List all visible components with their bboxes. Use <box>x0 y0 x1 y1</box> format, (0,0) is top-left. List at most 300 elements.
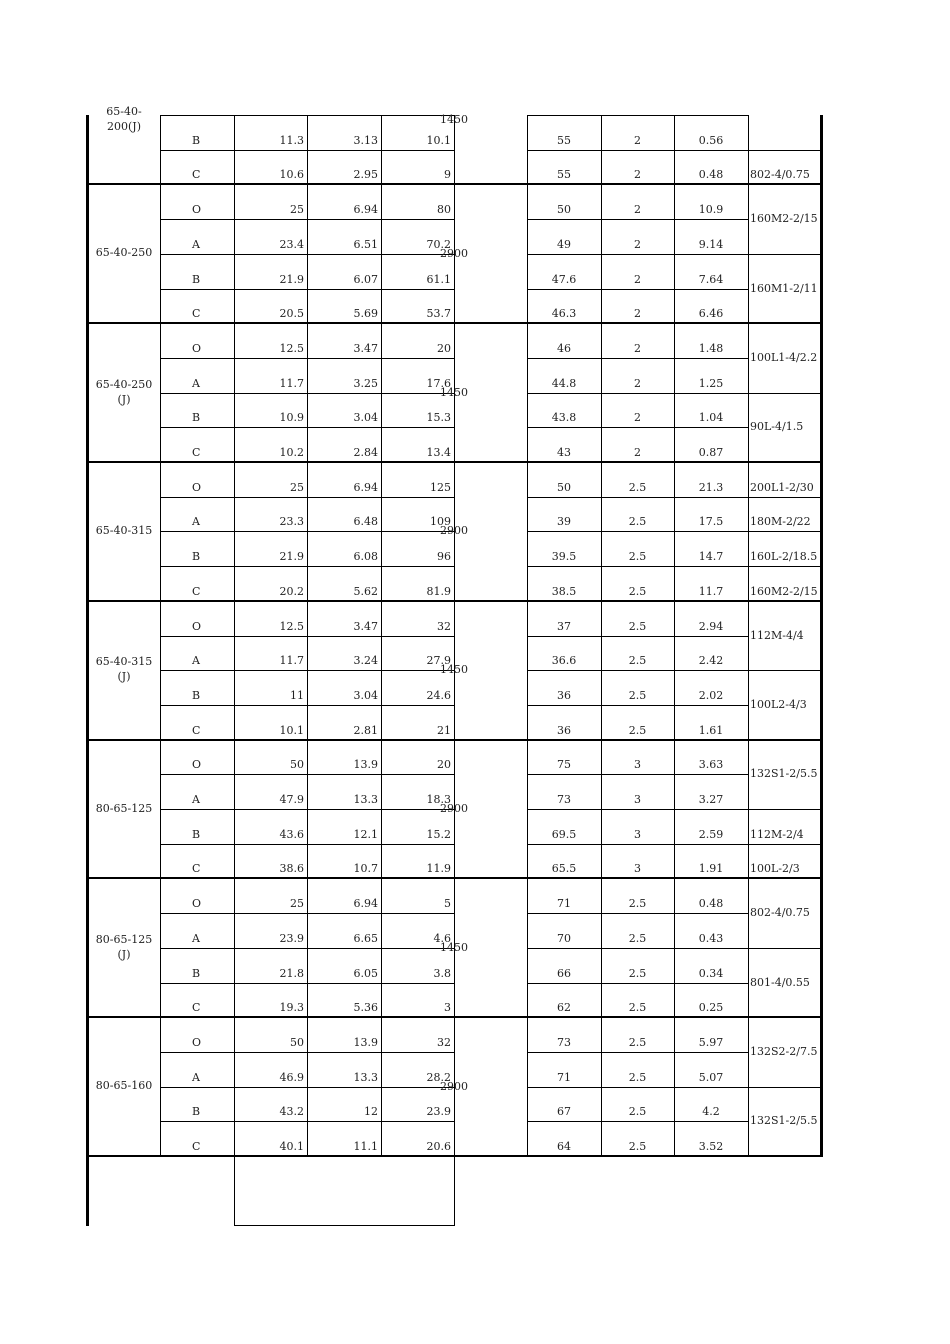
flow-m3h-cell: 11.7 <box>279 376 304 390</box>
rated-speed: 1450 <box>440 113 468 126</box>
efficiency-cell: 43.8 <box>551 411 577 425</box>
motor-model-cell: 160M1-2/11 <box>750 281 818 295</box>
motor-model-cell: 160M2-2/15 <box>750 584 818 598</box>
flow-m3h-cell: 10.6 <box>279 168 304 182</box>
shaft-power-cell: 2.42 <box>698 654 724 668</box>
blank-cell-border <box>454 1156 455 1226</box>
efficiency-cell: 36 <box>557 723 571 737</box>
shaft-power-cell: 3.52 <box>698 1140 724 1153</box>
flow-ls-cell: 6.94 <box>353 897 378 911</box>
flow-ls-cell: 6.48 <box>353 515 378 529</box>
head-cell: 109 <box>430 515 451 529</box>
motor-model-cell: 132S2-2/7.5 <box>750 1044 818 1058</box>
motor-divider <box>748 948 821 949</box>
flow-m3h-cell: 47.9 <box>279 793 304 806</box>
row-divider <box>527 566 748 567</box>
flow-ls-cell: 3.47 <box>353 341 378 355</box>
npsh-cell: 2 <box>634 133 641 147</box>
head-cell: 20 <box>437 758 451 772</box>
flow-m3h-cell: 11 <box>290 688 304 702</box>
shaft-power-cell: 3.63 <box>698 758 724 772</box>
efficiency-cell: 44.8 <box>551 376 577 390</box>
flow-m3h-cell: 21.9 <box>279 272 304 286</box>
efficiency-cell: 50 <box>557 203 571 217</box>
grade-cell: A <box>192 1070 200 1084</box>
motor-model-cell: 180M-2/22 <box>750 515 811 529</box>
npsh-cell: 2.5 <box>628 1070 647 1084</box>
motor-divider <box>748 809 821 810</box>
grade-cell: A <box>192 515 200 529</box>
flow-ls-cell: 6.94 <box>353 203 378 217</box>
npsh-cell: 2 <box>634 376 641 390</box>
flow-ls-cell: 3.04 <box>353 688 378 702</box>
motor-model-cell: 802-4/0.75 <box>750 168 810 182</box>
pump-model: 65-40-250 <box>95 246 153 260</box>
npsh-cell: 2 <box>634 307 641 321</box>
head-cell: 28.2 <box>426 1070 451 1084</box>
row-divider <box>160 705 454 706</box>
motor-divider <box>748 670 821 671</box>
rated-speed: 1450 <box>440 663 468 677</box>
flow-ls-cell: 10.7 <box>353 862 378 876</box>
pump-model: 80-65-160 <box>95 1079 153 1093</box>
efficiency-cell: 64 <box>557 1140 571 1153</box>
grade-cell: O <box>192 619 202 633</box>
row-divider <box>527 115 748 116</box>
rated-speed: 2900 <box>440 524 468 538</box>
grade-cell: B <box>192 411 201 425</box>
row-divider <box>160 636 454 637</box>
flow-m3h-cell: 10.9 <box>279 411 304 425</box>
grade-cell: C <box>192 723 201 737</box>
head-cell: 53.7 <box>426 307 451 321</box>
head-cell: 96 <box>437 550 451 564</box>
efficiency-cell: 55 <box>557 133 571 147</box>
npsh-cell: 2.5 <box>628 515 647 529</box>
flow-ls-cell: 5.36 <box>353 1001 378 1015</box>
shaft-power-cell: 6.46 <box>698 307 724 321</box>
flow-m3h-cell: 40.1 <box>279 1140 304 1153</box>
row-divider <box>527 983 748 984</box>
row-divider <box>527 844 748 845</box>
motor-model-cell: 160M2-2/15 <box>750 212 818 226</box>
efficiency-cell: 67 <box>557 1105 571 1119</box>
flow-m3h-cell: 11.3 <box>279 133 304 147</box>
pump-model: 80-65-125 <box>95 932 153 946</box>
flow-m3h-cell: 20.2 <box>279 584 304 598</box>
head-cell: 32 <box>437 619 451 633</box>
efficiency-cell: 47.6 <box>551 272 577 286</box>
efficiency-cell: 73 <box>557 793 571 806</box>
efficiency-cell: 75 <box>557 758 571 772</box>
pump-model: 65-40- <box>106 105 142 118</box>
flow-ls-cell: 13.3 <box>353 793 378 806</box>
head-cell: 32 <box>437 1035 451 1049</box>
shaft-power-cell: 2.94 <box>698 619 724 633</box>
grade-cell: O <box>192 480 202 494</box>
grade-cell: O <box>192 1035 202 1049</box>
pump-model: 65-40-315 <box>95 523 153 537</box>
grade-cell: B <box>192 133 201 147</box>
motor-divider <box>748 566 821 567</box>
flow-ls-cell: 3.25 <box>353 376 378 390</box>
head-cell: 24.6 <box>426 688 451 702</box>
row-divider <box>527 254 748 255</box>
shaft-power-cell: 11.7 <box>698 584 724 598</box>
shaft-power-cell: 1.91 <box>698 862 724 876</box>
head-cell: 23.9 <box>426 1105 451 1119</box>
head-cell: 20 <box>437 341 451 355</box>
group-divider <box>88 1016 822 1018</box>
rated-speed: 2900 <box>440 802 468 815</box>
npsh-cell: 2 <box>634 341 641 355</box>
npsh-cell: 2 <box>634 272 641 286</box>
row-divider <box>160 150 454 151</box>
grade-cell: A <box>192 931 200 945</box>
efficiency-cell: 70 <box>557 931 571 945</box>
efficiency-cell: 46.3 <box>551 307 577 321</box>
npsh-cell: 2.5 <box>628 584 647 598</box>
grade-cell: B <box>192 1105 201 1119</box>
grade-cell: B <box>192 688 201 702</box>
motor-model-cell: 100L1-4/2.2 <box>750 350 818 364</box>
group-divider <box>88 461 822 463</box>
row-divider <box>527 1087 748 1088</box>
row-divider <box>160 427 454 428</box>
column-divider <box>748 115 749 1156</box>
shaft-power-cell: 0.87 <box>698 446 724 459</box>
flow-m3h-cell: 12.5 <box>279 341 304 355</box>
head-cell: 125 <box>430 480 451 494</box>
flow-ls-cell: 2.81 <box>353 723 378 737</box>
flow-m3h-cell: 23.3 <box>279 515 304 529</box>
motor-model-cell: 200L1-2/30 <box>750 480 814 494</box>
npsh-cell: 2.5 <box>628 931 647 945</box>
flow-m3h-cell: 12.5 <box>279 619 304 633</box>
head-cell: 3.8 <box>433 966 451 980</box>
pump-model: 200(J) <box>107 120 141 133</box>
npsh-cell: 2 <box>634 168 641 182</box>
npsh-cell: 2.5 <box>628 1105 647 1119</box>
grade-cell: O <box>192 758 202 772</box>
grade-cell: C <box>192 168 201 182</box>
npsh-cell: 2.5 <box>628 897 647 911</box>
grade-cell: B <box>192 827 201 841</box>
flow-m3h-cell: 23.4 <box>279 237 304 251</box>
motor-model-cell: 132S1-2/5.5 <box>750 1114 818 1128</box>
motor-model-cell: 160L-2/18.5 <box>750 550 818 564</box>
grade-cell: A <box>192 376 200 390</box>
npsh-cell: 2 <box>634 411 641 425</box>
rated-speed: 1450 <box>440 385 468 399</box>
row-divider <box>160 358 454 359</box>
shaft-power-cell: 5.07 <box>698 1070 724 1084</box>
grade-cell: C <box>192 446 201 459</box>
flow-ls-cell: 5.62 <box>353 584 378 598</box>
head-cell: 18.3 <box>426 793 451 806</box>
row-divider <box>527 705 748 706</box>
flow-m3h-cell: 23.9 <box>279 931 304 945</box>
efficiency-cell: 71 <box>557 897 571 911</box>
row-divider <box>527 393 748 394</box>
flow-m3h-cell: 50 <box>290 758 304 772</box>
motor-model-cell: 802-4/0.75 <box>750 906 810 920</box>
row-divider <box>160 497 454 498</box>
npsh-cell: 3 <box>634 793 641 806</box>
head-cell: 70.2 <box>426 237 451 251</box>
rated-speed: 2900 <box>440 1079 468 1093</box>
row-divider <box>160 1052 454 1053</box>
shaft-power-cell: 4.2 <box>702 1105 720 1119</box>
efficiency-cell: 37 <box>557 619 571 633</box>
head-cell: 11.9 <box>426 862 451 876</box>
grade-cell: O <box>192 897 202 911</box>
head-cell: 80 <box>437 203 451 217</box>
head-cell: 15.3 <box>426 411 451 425</box>
group-divider <box>88 600 822 602</box>
flow-m3h-cell: 50 <box>290 1035 304 1049</box>
motor-model-cell: 132S1-2/5.5 <box>750 767 818 781</box>
row-divider <box>527 289 748 290</box>
efficiency-cell: 39 <box>557 515 571 529</box>
motor-divider <box>748 393 821 394</box>
grade-cell: C <box>192 862 201 876</box>
flow-ls-cell: 3.47 <box>353 619 378 633</box>
flow-ls-cell: 13.9 <box>353 1035 378 1049</box>
shaft-power-cell: 0.25 <box>698 1001 724 1015</box>
motor-model-cell: 112M-2/4 <box>750 827 804 841</box>
flow-m3h-cell: 11.7 <box>279 654 304 668</box>
flow-ls-cell: 11.1 <box>353 1140 378 1153</box>
grade-cell: O <box>192 203 202 217</box>
row-divider <box>527 427 748 428</box>
npsh-cell: 3 <box>634 862 641 876</box>
flow-ls-cell: 6.94 <box>353 480 378 494</box>
flow-m3h-cell: 19.3 <box>279 1001 304 1015</box>
head-cell: 15.2 <box>426 827 451 841</box>
shaft-power-cell: 3.27 <box>698 793 724 806</box>
head-cell: 9 <box>444 168 451 182</box>
shaft-power-cell: 7.64 <box>698 272 724 286</box>
flow-m3h-cell: 46.9 <box>279 1070 304 1084</box>
flow-m3h-cell: 21.9 <box>279 550 304 564</box>
shaft-power-cell: 2.02 <box>698 688 724 702</box>
efficiency-cell: 36 <box>557 688 571 702</box>
shaft-power-cell: 14.7 <box>698 550 724 564</box>
row-divider <box>527 670 748 671</box>
rated-speed: 2900 <box>440 246 468 260</box>
column-divider <box>454 115 455 1156</box>
npsh-cell: 2 <box>634 203 641 217</box>
row-divider <box>527 948 748 949</box>
grade-cell: C <box>192 1140 201 1153</box>
group-divider <box>88 322 822 324</box>
row-divider <box>527 219 748 220</box>
grade-cell: A <box>192 793 200 806</box>
pump-model: 65-40-250 <box>95 377 153 391</box>
grade-cell: C <box>192 307 201 321</box>
head-cell: 5 <box>444 897 451 911</box>
npsh-cell: 2.5 <box>628 550 647 564</box>
shaft-power-cell: 1.04 <box>698 411 724 425</box>
flow-ls-cell: 6.51 <box>353 237 378 251</box>
flow-ls-cell: 3.13 <box>353 133 378 147</box>
efficiency-cell: 36.6 <box>551 654 577 668</box>
flow-m3h-cell: 38.6 <box>279 862 304 876</box>
npsh-cell: 2 <box>634 237 641 251</box>
efficiency-cell: 43 <box>557 446 571 459</box>
npsh-cell: 2.5 <box>628 966 647 980</box>
flow-ls-cell: 12 <box>364 1105 378 1119</box>
shaft-power-cell: 1.61 <box>698 723 724 737</box>
row-divider <box>160 219 454 220</box>
efficiency-cell: 39.5 <box>551 550 577 564</box>
efficiency-cell: 62 <box>557 1001 571 1015</box>
shaft-power-cell: 2.59 <box>698 827 724 841</box>
head-cell: 3 <box>444 1001 451 1015</box>
flow-ls-cell: 2.95 <box>353 168 378 182</box>
npsh-cell: 3 <box>634 827 641 841</box>
pump-model: (J) <box>117 670 131 684</box>
npsh-cell: 2.5 <box>628 1035 647 1049</box>
row-divider <box>527 809 748 810</box>
efficiency-cell: 50 <box>557 480 571 494</box>
npsh-cell: 2.5 <box>628 654 647 668</box>
efficiency-cell: 71 <box>557 1070 571 1084</box>
row-divider <box>527 531 748 532</box>
row-divider <box>160 289 454 290</box>
row-divider <box>160 774 454 775</box>
motor-model-cell: 112M-4/4 <box>750 628 804 642</box>
blank-cell-border <box>234 1156 235 1226</box>
shaft-power-cell: 0.34 <box>698 966 724 980</box>
efficiency-cell: 69.5 <box>551 827 577 841</box>
head-cell: 20.6 <box>426 1140 451 1153</box>
flow-ls-cell: 12.1 <box>353 827 378 841</box>
row-divider <box>160 844 454 845</box>
grade-cell: A <box>192 237 200 251</box>
motor-divider <box>748 531 821 532</box>
motor-model-cell: 100L2-4/3 <box>750 697 807 711</box>
flow-ls-cell: 6.05 <box>353 966 378 980</box>
row-divider <box>160 1121 454 1122</box>
pump-model: 65-40-315 <box>95 655 153 669</box>
head-cell: 13.4 <box>426 446 451 459</box>
blank-cell-border <box>234 1225 455 1226</box>
flow-m3h-cell: 20.5 <box>279 307 304 321</box>
group-divider <box>88 183 822 185</box>
flow-ls-cell: 3.04 <box>353 411 378 425</box>
motor-divider <box>748 150 821 151</box>
head-cell: 27.9 <box>426 654 451 668</box>
npsh-cell: 2.5 <box>628 619 647 633</box>
efficiency-cell: 66 <box>557 966 571 980</box>
flow-m3h-cell: 43.2 <box>279 1105 304 1119</box>
group-divider <box>88 1155 822 1157</box>
row-divider <box>160 913 454 914</box>
row-divider <box>527 358 748 359</box>
pump-model: (J) <box>117 947 131 961</box>
head-cell: 17.6 <box>426 376 451 390</box>
shaft-power-cell: 10.9 <box>698 203 724 217</box>
shaft-power-cell: 0.56 <box>698 133 724 147</box>
efficiency-cell: 49 <box>557 237 571 251</box>
motor-model-cell: 100L-2/3 <box>750 862 800 876</box>
flow-m3h-cell: 25 <box>290 480 304 494</box>
efficiency-cell: 65.5 <box>551 862 577 876</box>
shaft-power-cell: 5.97 <box>698 1035 724 1049</box>
efficiency-cell: 55 <box>557 168 571 182</box>
flow-ls-cell: 6.08 <box>353 550 378 564</box>
efficiency-cell: 73 <box>557 1035 571 1049</box>
head-cell: 21 <box>437 723 451 737</box>
flow-ls-cell: 13.9 <box>353 758 378 772</box>
npsh-cell: 3 <box>634 758 641 772</box>
flow-m3h-cell: 25 <box>290 203 304 217</box>
grade-cell: B <box>192 966 201 980</box>
flow-ls-cell: 6.65 <box>353 931 378 945</box>
row-divider <box>160 566 454 567</box>
group-divider <box>88 877 822 879</box>
row-divider <box>527 497 748 498</box>
shaft-power-cell: 1.48 <box>698 341 724 355</box>
row-divider <box>527 1121 748 1122</box>
grade-cell: A <box>192 654 200 668</box>
flow-ls-cell: 13.3 <box>353 1070 378 1084</box>
row-divider <box>527 774 748 775</box>
row-divider <box>527 636 748 637</box>
shaft-power-cell: 21.3 <box>698 480 724 494</box>
shaft-power-cell: 0.48 <box>698 168 724 182</box>
npsh-cell: 2 <box>634 446 641 459</box>
npsh-cell: 2.5 <box>628 480 647 494</box>
flow-m3h-cell: 10.2 <box>279 446 304 459</box>
grade-cell: C <box>192 584 201 598</box>
flow-ls-cell: 6.07 <box>353 272 378 286</box>
motor-model-cell: 90L-4/1.5 <box>750 420 804 434</box>
npsh-cell: 2.5 <box>628 1140 647 1153</box>
flow-ls-cell: 5.69 <box>353 307 378 321</box>
npsh-cell: 2.5 <box>628 1001 647 1015</box>
efficiency-cell: 46 <box>557 341 571 355</box>
head-cell: 4.6 <box>433 931 451 945</box>
rated-speed: 1450 <box>440 940 468 954</box>
row-divider <box>527 1052 748 1053</box>
flow-m3h-cell: 43.6 <box>279 827 304 841</box>
shaft-power-cell: 1.25 <box>698 376 724 390</box>
flow-ls-cell: 3.24 <box>353 654 378 668</box>
grade-cell: B <box>192 272 201 286</box>
grade-cell: C <box>192 1001 201 1015</box>
shaft-power-cell: 0.48 <box>698 897 724 911</box>
flow-ls-cell: 2.84 <box>353 446 378 459</box>
shaft-power-cell: 0.43 <box>698 931 724 945</box>
pump-model: 80-65-125 <box>95 801 153 815</box>
motor-model-cell: 801-4/0.55 <box>750 975 810 989</box>
flow-m3h-cell: 10.1 <box>279 723 304 737</box>
grade-cell: O <box>192 341 202 355</box>
motor-divider <box>748 254 821 255</box>
npsh-cell: 2.5 <box>628 688 647 702</box>
efficiency-cell: 38.5 <box>551 584 577 598</box>
row-divider <box>527 913 748 914</box>
shaft-power-cell: 9.14 <box>698 237 724 251</box>
shaft-power-cell: 17.5 <box>698 515 724 529</box>
grade-cell: B <box>192 550 201 564</box>
motor-divider <box>748 844 821 845</box>
head-cell: 81.9 <box>426 584 451 598</box>
motor-divider <box>748 497 821 498</box>
